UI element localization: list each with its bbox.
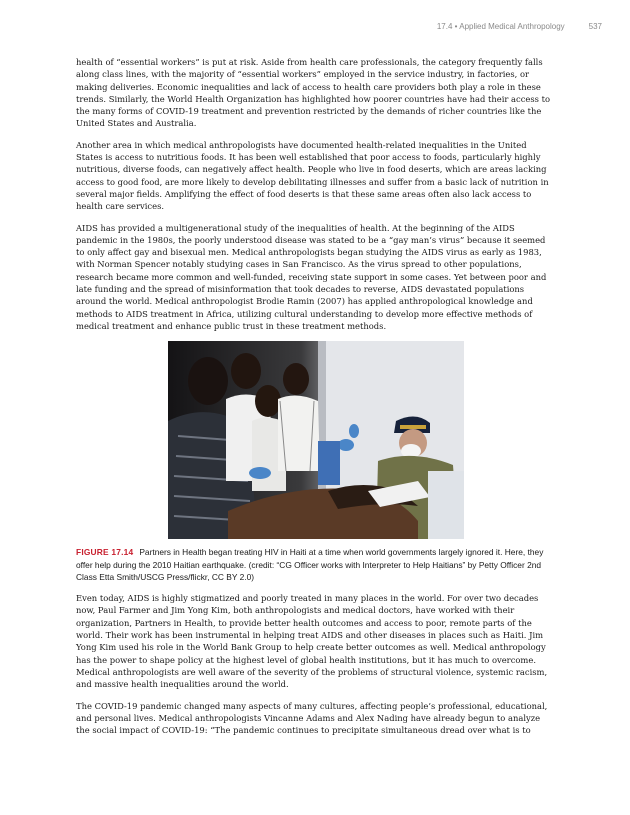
running-head-section: 17.4 • Applied Medical Anthropology xyxy=(436,22,565,31)
figure-caption-text: Partners in Health began treating HIV in Haiti at a time when world governments largely ignored it. Here, they offer help during the 2010 Haitian earthquake. (credit: “CG Officer works with Interpreter to Help Haitians” by Petty Officer 2nd Class Etta Smith/USCG Press/flickr, CC BY 2.0) xyxy=(76,547,544,582)
body-text xyxy=(76,56,554,745)
photo-illustration xyxy=(168,341,464,539)
figure-photo xyxy=(168,341,464,539)
running-head xyxy=(437,22,602,31)
paragraph: Another area in which medical anthropologists have documented health-related inequalities in the United States is access to nutritious foods. It has been well established that poor access to foods, particularly highly nutritious, diverse foods, can negatively affect health. People who live in food deserts, which are areas lacking access to good food, are more likely to develop debilitating illnesses and suffer from a basic lack of nutrition in several major fields. Amplifying the effect of food deserts is that these same areas often also lack access to health care services. xyxy=(76,139,549,212)
page-number: 537 xyxy=(588,22,602,31)
figure-label: FIGURE 17.14 xyxy=(76,547,134,558)
paragraph: The COVID-19 pandemic changed many aspects of many cultures, affecting people’s professional, educational, and personal lives. Medical anthropologists Vincanne Adams and Alex Nading have already begun to analyze the social impact of COVID-19: “The pandemic continues to precipitate simultaneous dread over what is to xyxy=(76,700,548,736)
paragraph: health of “essential workers” is put at risk. Aside from health care professionals, the category frequently falls along class lines, with the majority of “essential workers” employed in the service industry, in factories, or making deliveries. Economic inequalities and lack of access to health care providers both play a role in these trends. Similarly, the World Health Organization has highlighted how poorer countries have had their access to the many forms of COVID-19 treatment and prevention restricted by the demands of richer countries like the United States and Australia. xyxy=(76,57,551,129)
paragraph: Even today, AIDS is highly stigmatized and poorly treated in many places in the world. For over two decades now, Paul Farmer and Jim Yong Kim, both anthropologists and medical doctors, have worked with their organization, Partners in Health, to provide better health outcomes and access to poor, remote parts of the world. Their work has been instrumental in helping treat AIDS and other diseases in places such as Haiti. Jim Yong Kim used his role in the World Bank Group to help create better outcomes as well. Medical anthropology has the power to shape policy at the highest level of global health institutions, but it has much to overcome. Medical anthropologists are well aware of the severity of the problems of structural violence, systemic racism, and massive health inequalities around the world. xyxy=(76,593,548,690)
figure-caption xyxy=(76,546,554,583)
paragraph: AIDS has provided a multigenerational study of the inequalities of health. At the beginning of the AIDS pandemic in the 1980s, the poorly understood disease was stated to be a “gay man’s virus” because it seemed to only affect gay and bisexual men. Medical anthropologists began studying the AIDS virus as early as 1983, with Norman Spencer notably studying cases in San Francisco. As the virus spread to other populations, research became more common and well-funded, receiving state support in some cases. Yet between poor and late funding and the spread of misinformation that took decades to reverse, AIDS devastated populations around the world. Medical anthropologist Brodie Ramin (2007) has applied anthropological knowledge and methods to AIDS treatment in Africa, utilizing cultural understanding to develop more effective methods of medical treatment and enhance public trust in these treatment methods. xyxy=(76,222,547,331)
